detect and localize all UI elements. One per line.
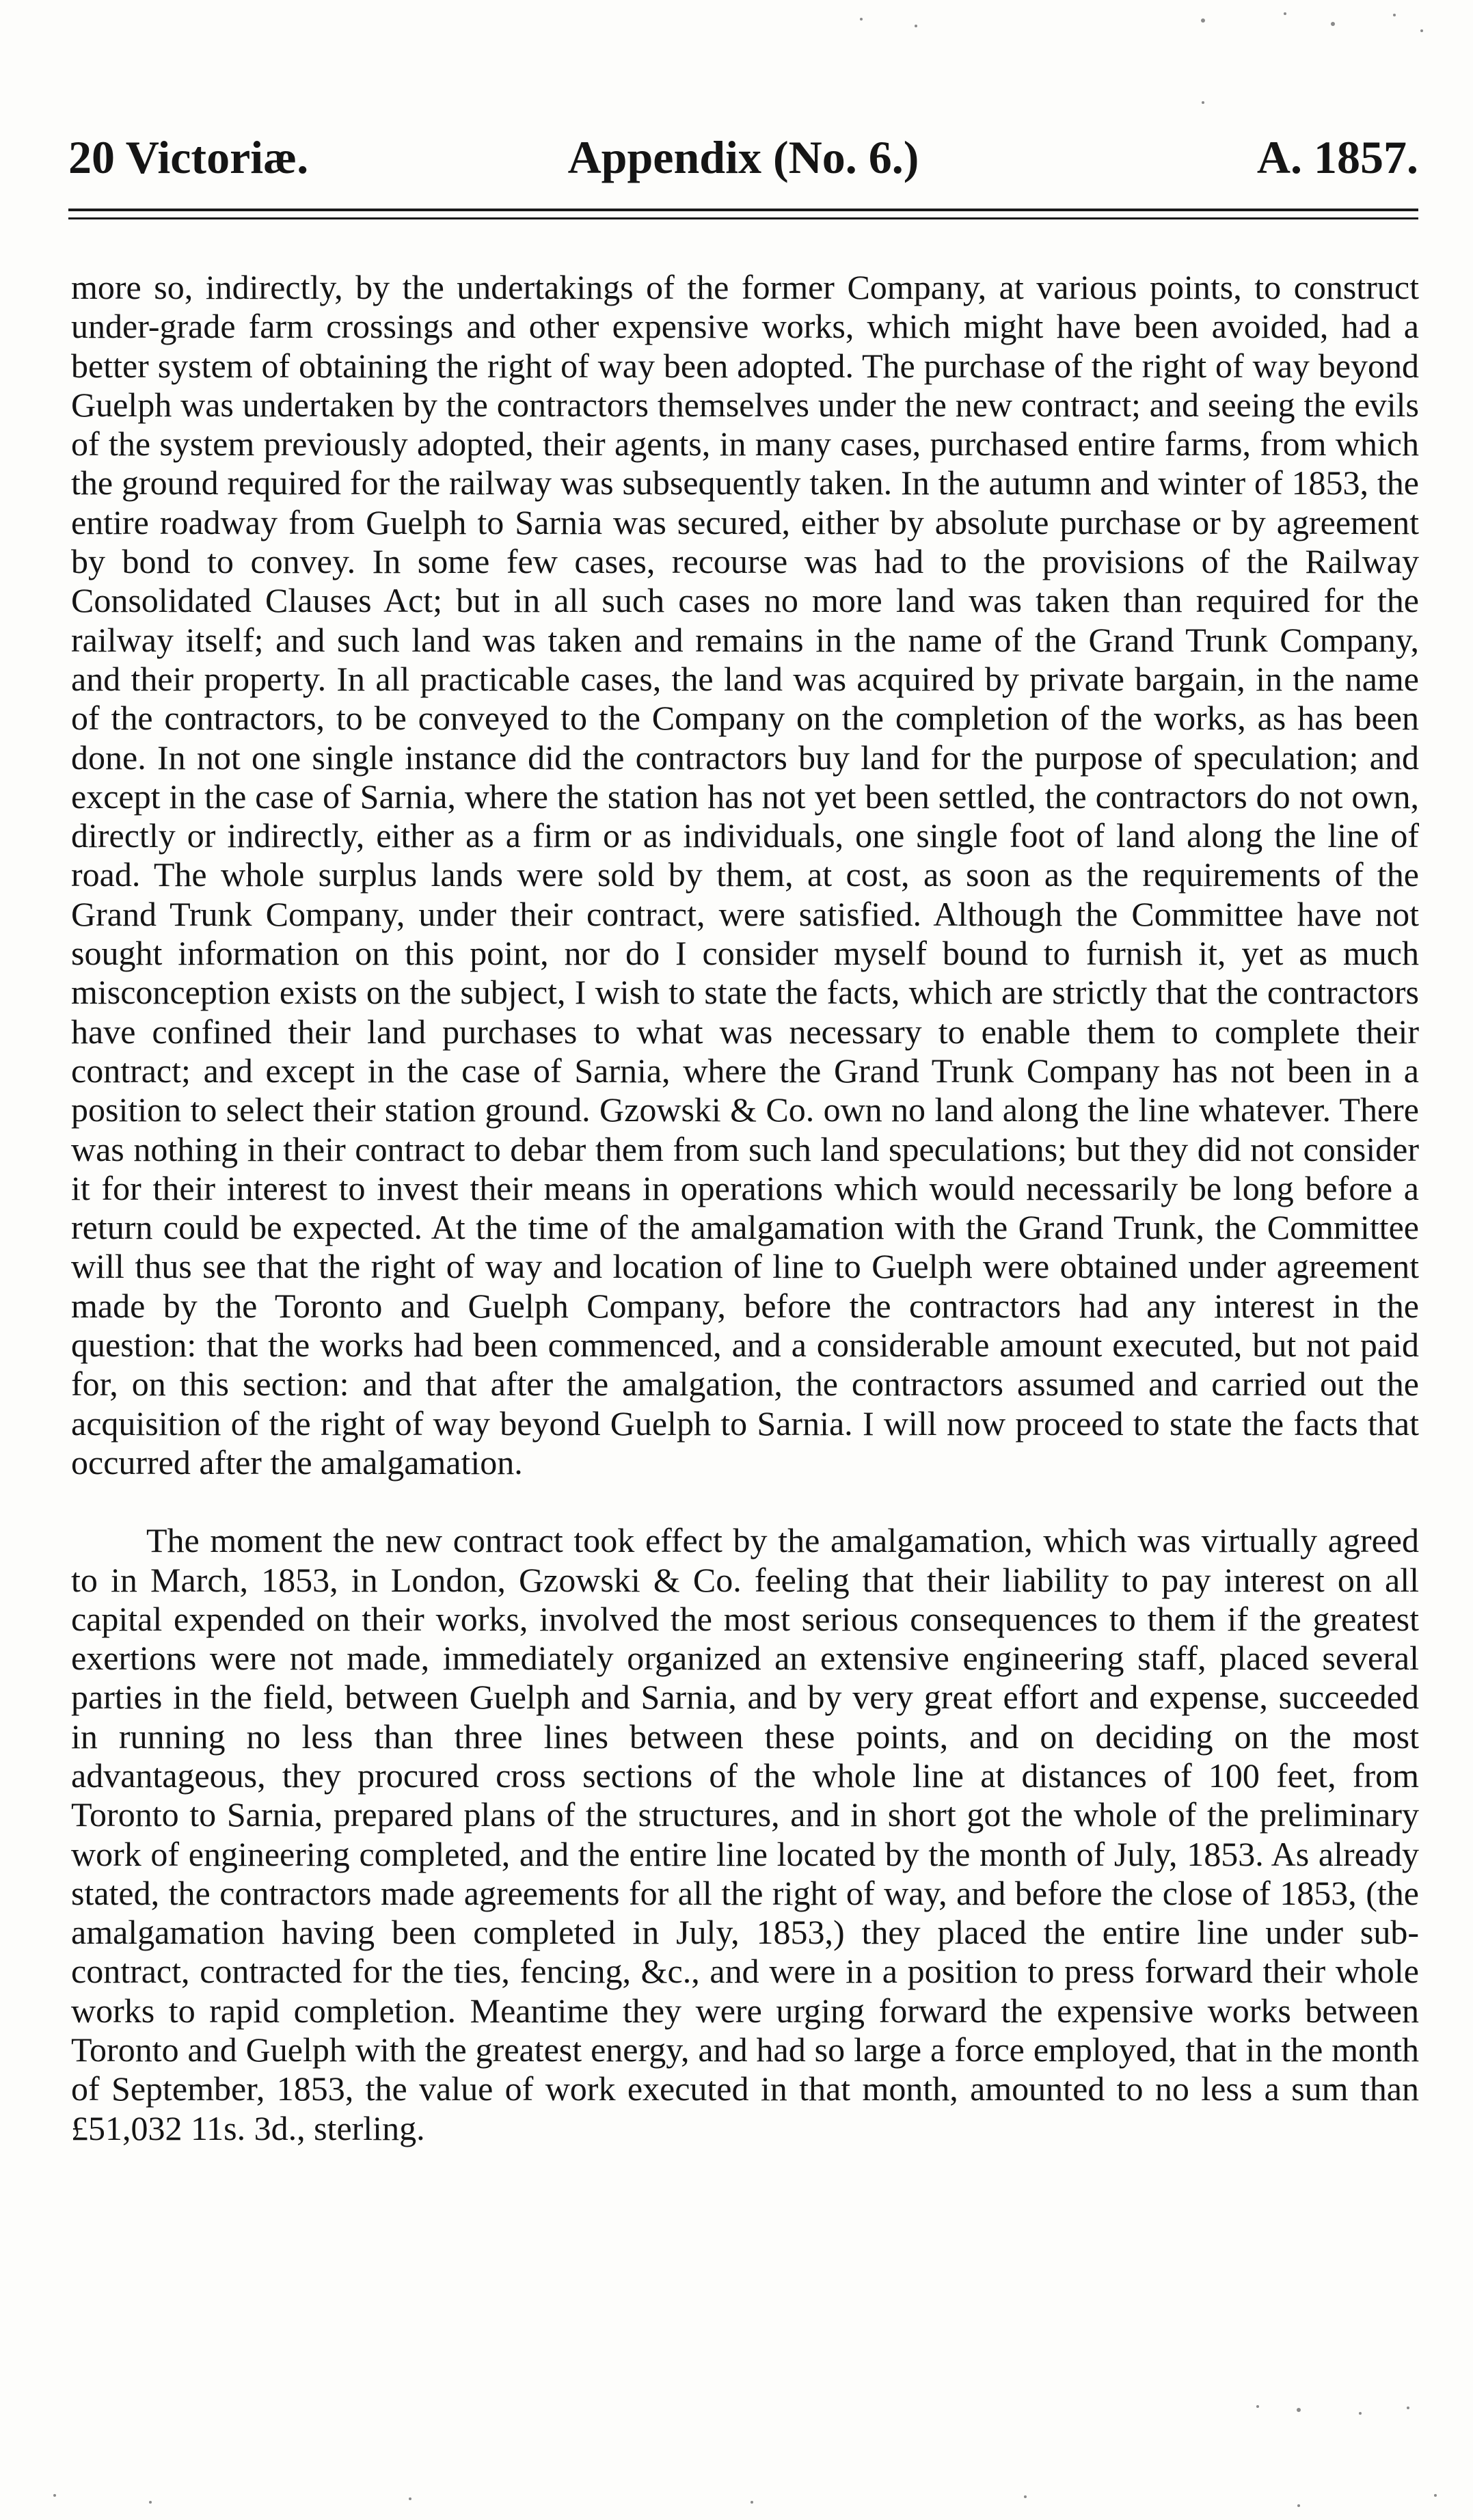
page-header: [68, 126, 1418, 188]
paragraph-right-of-way: more so, indirectly, by the undertakings of the former Company, at various points, to construct under-grade farm crossings and other expensive works, which might have been avoided, had a better system of obtaining the right of way been adopted. The purchase of the right of way beyond Guelph was undertaken by the contractors themselves under the new contract; and seeing the evils of the system previously adopted, their agents, in many cases, purchased entire farms, from which the ground required for the railway was subsequently taken. In the autumn and winter of 1853, the entire roadway from Guelph to Sarnia was secured, either by absolute purchase or by agreement by bond to convey. In some few cases, recourse was had to the provisions of the Railway Consolidated Clauses Act; but in all such cases no more land was taken than required for the railway itself; and such land was taken and remains in the name of the Grand Trunk Company, and their property. In all practicable cases, the land was acquired by private bargain, in the name of the contractors, to be conveyed to the Company on the completion of the works, as has been done. In not one single instance did the contractors buy land for the purpose of speculation; and except in the case of Sarnia, where the station has not yet been settled, the contractors do not own, directly or indirectly, either as a firm or as individuals, one single foot of land along the line of road. The whole surplus lands were sold by them, at cost, as soon as the requirements of the Grand Trunk Company, under their contract, were satisfied. Although the Committee have not sought information on this point, nor do I consider myself bound to furnish it, yet as much misconception exists on the subject, I wish to state the facts, which are strictly that the contractors have confined their land purchases to what was necessary to enable them to complete their contract; and except in the case of Sarnia, where the Grand Trunk Company has not been in a position to select their station ground. Gzowski & Co. own no land along the line whatever. There was nothing in their contract to debar them from such land speculations; but they did not consider it for their interest to invest their means in operations which would necessarily be long before a return could be expected. At the time of the amalgamation with the Grand Trunk, the Committee will thus see that the right of way and location of line to Guelph were obtained under agreement made by the Toronto and Guelph Company, before the contractors had any interest in the question: that the works had been commenced, and a considerable amount executed, but not paid for, on this section: and that after the amalgation, the contractors assumed and carried out the acquisition of the right of way beyond Guelph to Sarnia. I will now proceed to state the facts that occurred after the amalgamation.: [71, 268, 1419, 1482]
header-rule-thin: [68, 217, 1418, 219]
body-text: [71, 268, 1419, 2148]
header-session: 20 Victoriæ.: [68, 131, 309, 183]
header-rule-thick: [68, 209, 1418, 211]
header-title: Appendix (No. 6.): [567, 131, 919, 183]
paragraph-new-contract: The moment the new contract took effect by the amalgamation, which was virtually agreed to in March, 1853, in London, Gzowski & Co. feeling that their liability to pay interest on all capital expended on their works, involved the most serious consequences to them if the greatest exertions were not made, immediately organized an extensive engineering staff, placed several parties in the field, between Guelph and Sarnia, and by very great effort and expense, succeeded in running no less than three lines between these points, and on deciding on the most advantageous, they procured cross sections of the whole line at distances of 100 feet, from Toronto to Sarnia, prepared plans of the structures, and in short got the whole of the preliminary work of engineering completed, and the entire line located by the month of July, 1853. As already stated, the contractors made agreements for all the right of way, and before the close of 1853, (the amalgamation having been completed in July, 1853,) they placed the entire line under sub-contract, contracted for the ties, fencing, &c., and were in a position to press forward their whole works to rapid completion. Meantime they were urging forward the expensive works between Toronto and Guelph with the greatest energy, and had so large a force employed, that in the month of September, 1853, the value of work executed in that month, amounted to no less a sum than £51,032 11s. 3d., sterling.: [71, 1521, 1419, 2147]
header-year: A. 1857.: [1256, 131, 1418, 183]
